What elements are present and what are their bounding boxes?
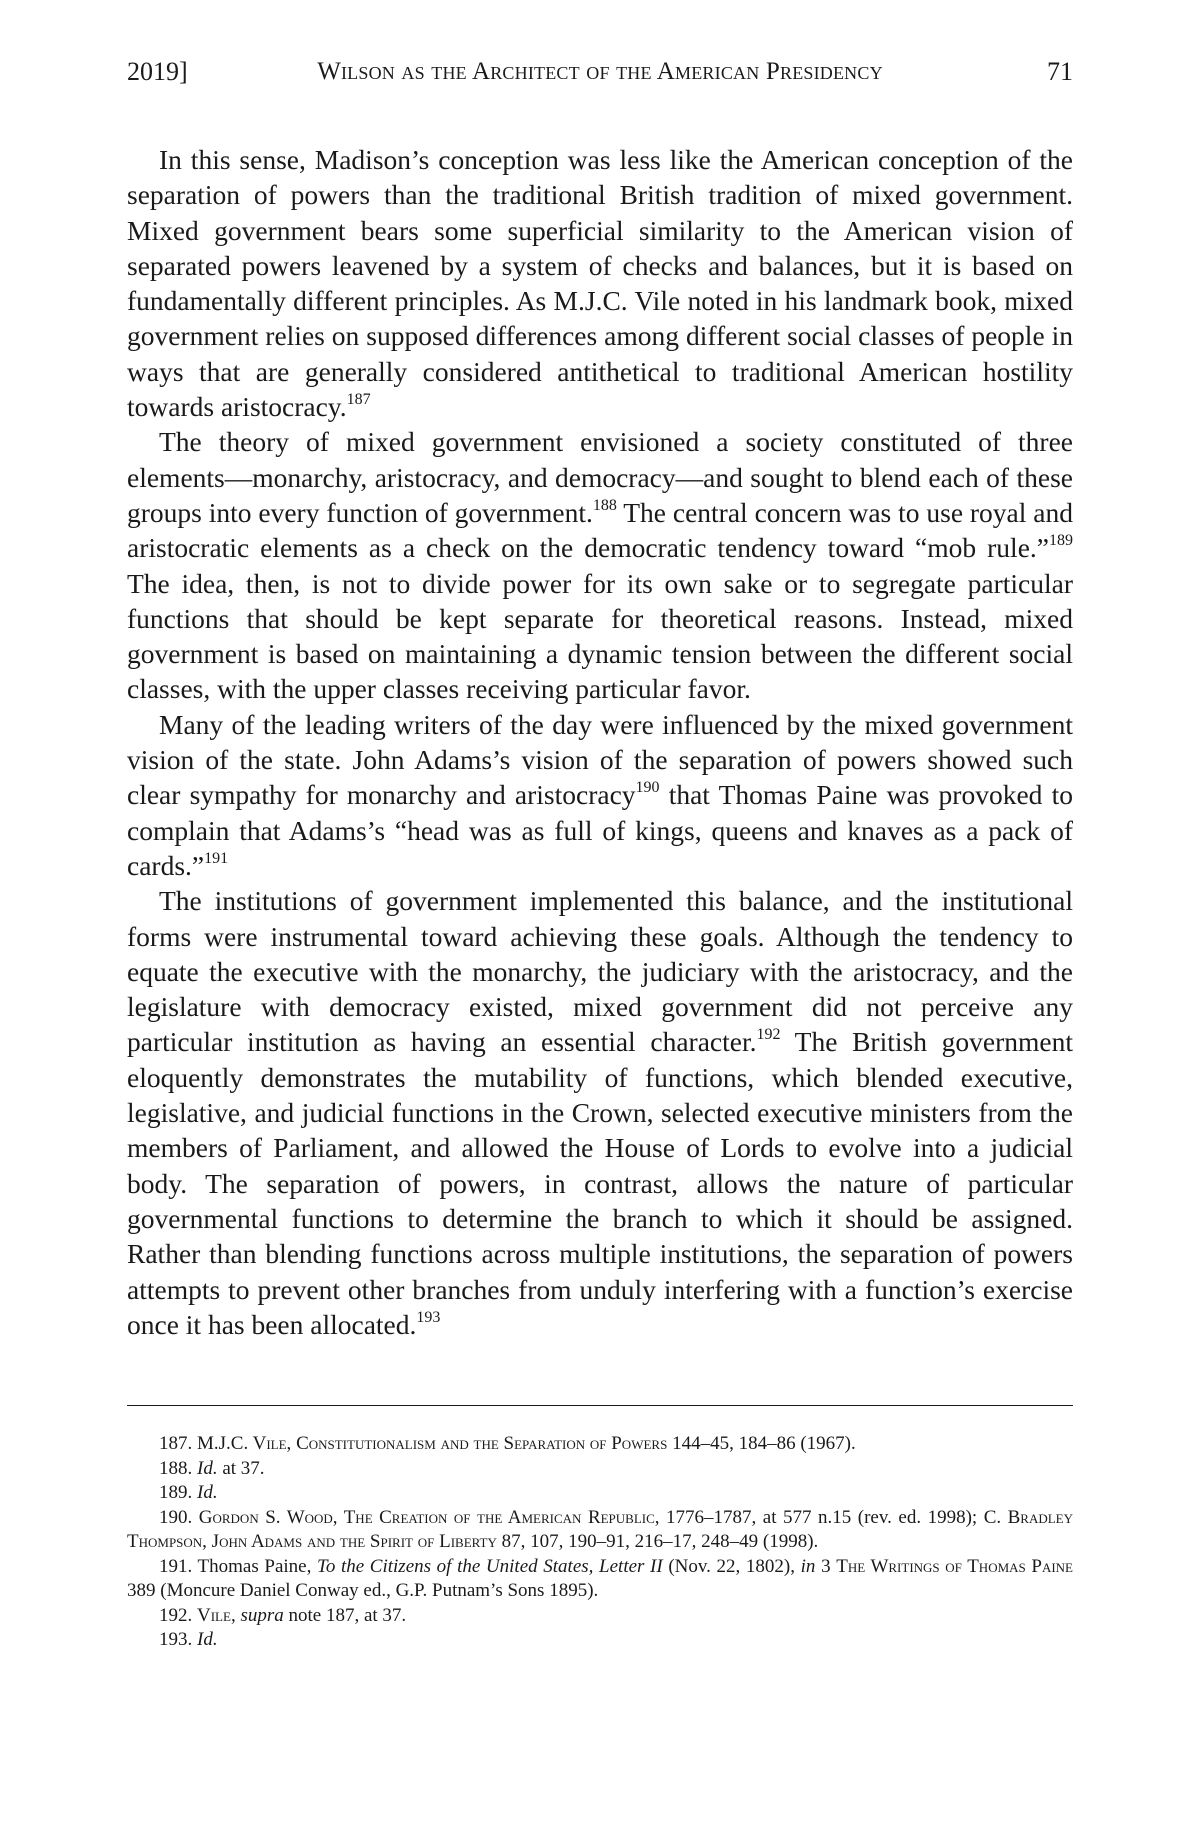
paragraph-text: In this sense, Madison’s conception was less like the American conception of the separation of powers than the traditional British tradition of mixed government. Mixed government bears some superficial similarity to the American vision of separated powers leavened by a system of checks and balances, but it is based on fundamentally different principles. As M.J.C. Vile noted in his landmark book, mixed government relies on supposed differences among different social classes of people in ways that are generally considered antithetical to traditional American hostility towards aristocracy. [127, 144, 1073, 423]
footnote-191 [127, 1555, 1073, 1604]
paragraph-1 [127, 142, 1073, 424]
footnote-ref-191: 191 [204, 849, 229, 867]
footnote-number: 193. [159, 1629, 193, 1650]
footnote-text: (Nov. 22, 1802), [662, 1555, 801, 1577]
footnote-192 [127, 1604, 1073, 1629]
footnote-text: Thomas Paine, [197, 1555, 317, 1577]
footnote-text: at 37. [217, 1457, 265, 1479]
footnote-title: To the Citizens of the United States, Letter II [317, 1555, 663, 1577]
footnote-number: 188. [159, 1457, 193, 1479]
footnote-author: M.J.C. Vile, [197, 1433, 297, 1454]
footnote-number: 189. [159, 1482, 193, 1503]
footnote-text: 3 [815, 1555, 837, 1577]
footnote-author: Vile [197, 1604, 231, 1626]
footnotes [127, 1432, 1073, 1653]
footnote-188 [127, 1457, 1073, 1482]
footnote-id: Id. [197, 1629, 218, 1650]
header-title: Wilson as the Architect of the American Presidency [317, 58, 883, 85]
footnote-signal: supra [240, 1604, 284, 1626]
paragraph-text: The British government eloquently demonstrates the mutability of functions, which blended executive, legislative, and judicial functions in the Crown, selected executive ministers from the members of Parliament, and allowed the House of Lords to evolve into a judicial body. The separation of powers, in contrast, allows the nature of particular governmental functions to determine the branch to which it should be assigned. Rather than blending functions across multiple institutions, the separation of powers attempts to prevent other branches from unduly interfering with a function’s exercise once it has been allocated. [127, 1026, 1073, 1340]
footnote-text: 389 (Moncure Daniel Conway ed., G.P. Putnam’s Sons 1895). [127, 1580, 599, 1601]
footnote-text: 87, 107, 190–91, 216–17, 248–49 (1998). [496, 1531, 819, 1552]
footnote-193 [127, 1628, 1073, 1653]
paragraph-text: The theory of mixed government envisioned a society constituted of three elements—monarchy, aristocracy, and democracy—and sought to blend each of these groups into every function of government. [127, 426, 1073, 528]
paragraph-text: The central concern was to use royal and aristocratic elements as a check on the democratic tendency toward “mob rule.” [127, 496, 1073, 564]
page-number: 71 [1047, 57, 1073, 86]
footnote-ref-188: 188 [592, 496, 617, 514]
footnote-title: Constitutionalism and the Separation of Powers [296, 1433, 668, 1454]
footnote-title: The Writings of Thomas Paine [836, 1555, 1074, 1577]
paragraph-2 [127, 424, 1073, 706]
footnote-187 [127, 1432, 1073, 1457]
paragraph-text: Many of the leading writers of the day were influenced by the mixed government vision of the state. John Adams’s vision of the separation of powers showed such clear sympathy for monarchy and aristocracy [127, 708, 1073, 811]
footnote-text: , 1776–1787, at 577 n.15 (rev. ed. 1998); [654, 1506, 984, 1528]
footnote-text: 144–45, 184–86 (1967). [667, 1433, 856, 1454]
footnote-id: Id. [197, 1457, 218, 1479]
paragraph-text: that Thomas Paine was provoked to complain that Adams’s “head was as full of kings, queens and knaves as a pack of cards.” [127, 779, 1073, 881]
running-header [127, 52, 1073, 92]
footnote-number: 191. [159, 1555, 193, 1577]
footnote-ref-193: 193 [416, 1308, 441, 1326]
footnote-190 [127, 1506, 1073, 1555]
footnote-number: 192. [159, 1604, 193, 1626]
footnote-title: Gordon S. Wood, The Creation of the American Republic [198, 1506, 655, 1528]
paragraph-3 [127, 707, 1073, 883]
header-year: 2019] [127, 57, 188, 86]
paragraph-text: The idea, then, is not to divide power for its own sake or to segregate particular functions that should be kept separate for theoretical reasons. Instead, mixed government is based on maintaining a dynamic tension between the different social classes, with the upper classes receiving particular favor. [127, 567, 1073, 705]
paragraph-text: The institutions of government implemented this balance, and the institutional forms were instrumental toward achieving these goals. Although the tendency to equate the executive with the monarchy, the judiciary with the aristocracy, and the legislature with democracy existed, mixed government did not perceive any particular institution as having an essential character. [127, 885, 1073, 1058]
body-text [127, 142, 1073, 1342]
footnote-number: 187. [159, 1433, 193, 1454]
footnote-id: Id. [197, 1482, 218, 1503]
paragraph-4 [127, 883, 1073, 1342]
footnote-ref-190: 190 [635, 779, 660, 797]
footnote-ref-192: 192 [756, 1026, 781, 1044]
footnote-189 [127, 1481, 1073, 1506]
footnote-divider [127, 1405, 1073, 1406]
footnote-text: , [230, 1604, 241, 1626]
footnote-text: note 187, at 37. [283, 1604, 407, 1626]
footnote-signal: in [800, 1555, 816, 1577]
footnote-ref-187: 187 [346, 390, 371, 408]
footnote-ref-189: 189 [1049, 532, 1073, 550]
footnote-title: C. Bradley Thompson, John Adams and the Spirit of Liberty [127, 1506, 1074, 1552]
footnote-number: 190. [159, 1506, 193, 1528]
